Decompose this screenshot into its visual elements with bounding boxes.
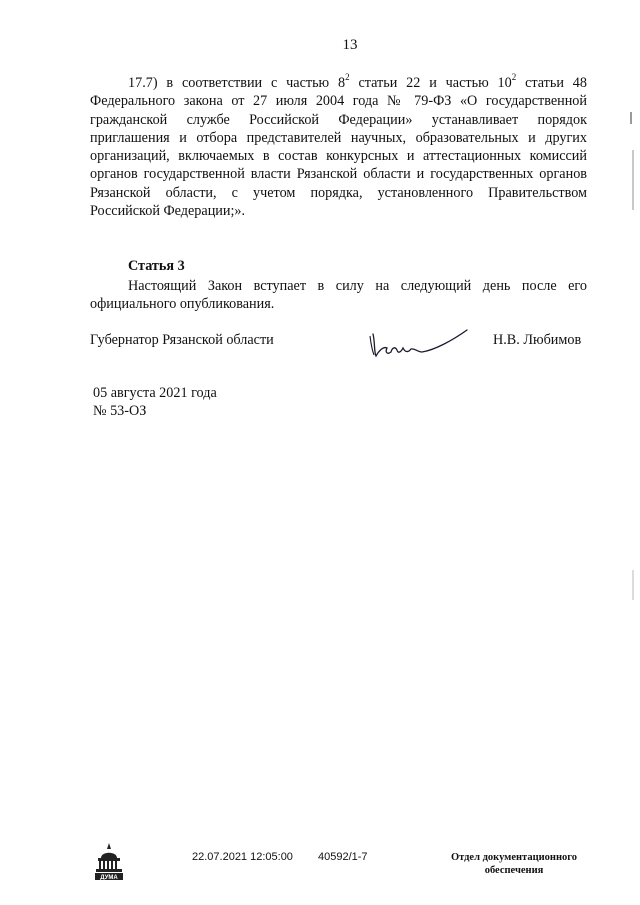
paragraph-17-7 [90, 74, 587, 220]
law-number: № 53-ОЗ [93, 403, 147, 419]
page-number: 13 [342, 37, 358, 53]
handwritten-signature [365, 322, 475, 364]
date-block [93, 384, 217, 420]
registration-timestamp: 22.07.2021 12:05:00 [192, 851, 293, 863]
paragraph-text-part2: статьи 22 и частью 10 [349, 75, 512, 91]
article-text: Настоящий Закон вступает в силу на следующий день после его официального опубликования. [90, 278, 587, 313]
signatory-name: Н.В. Любимов [493, 332, 582, 348]
signatory-title: Губернатор Рязанской области [90, 332, 274, 348]
signing-date: 05 августа 2021 года [93, 385, 217, 401]
emblem-label: ДУМА [100, 875, 118, 881]
scan-artifact [630, 112, 632, 124]
superscript: 2 [345, 72, 350, 83]
paragraph-text-part3: статьи 48 Федерального закона от 27 июля 2004 года № 79-ФЗ «О государственной гражданской службе Российской Федерации» устанавливает порядок приглашения и отбора представителей научных, образовательных и других организаций, включаемых в состав конкурсных и аттестационных комиссий органов государственной власти Рязанской области и государственных органов Рязанской области, с учетом порядка, установленного Правительством Российской Федерации;». [90, 75, 587, 220]
superscript: 2 [511, 72, 517, 83]
paragraph-text-part1: 17.7) в соответствии с частью 8 [128, 75, 346, 91]
scan-artifact [632, 570, 634, 600]
scan-artifact [632, 150, 634, 210]
article-title: Статья 3 [128, 258, 185, 274]
duma-emblem-icon [92, 840, 126, 882]
registration-id: 40592/1-7 [318, 851, 368, 863]
department-stamp: Отдел документационного обеспечения [450, 852, 578, 876]
